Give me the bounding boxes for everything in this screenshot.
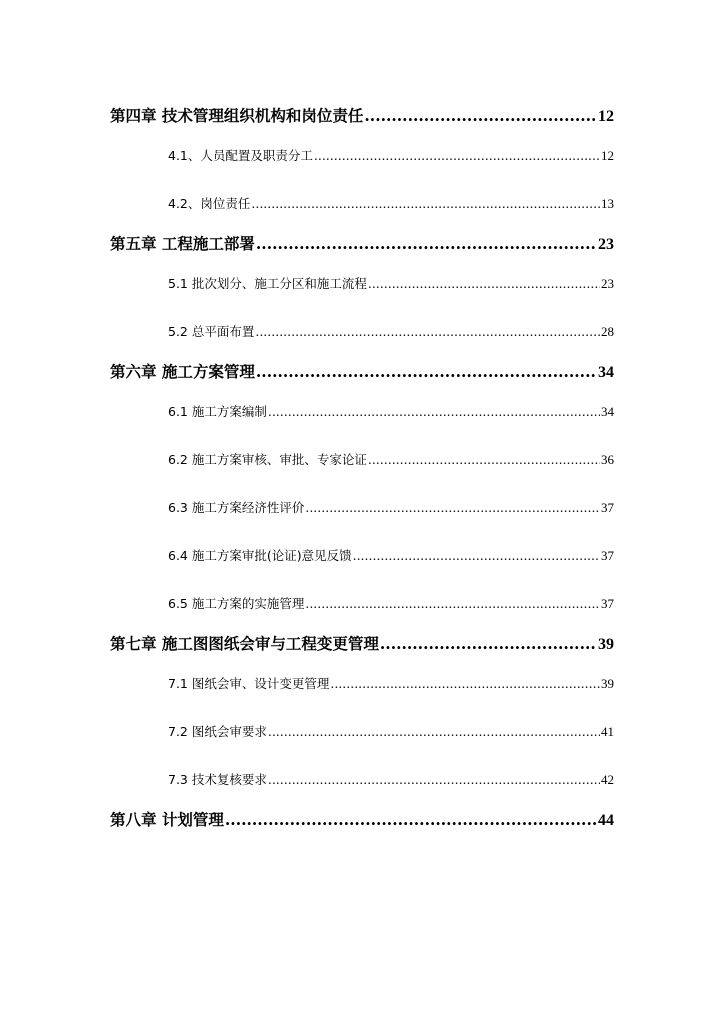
dot-leader [251,180,600,228]
toc-entry-page-number: 37 [601,500,614,515]
toc-entry-title: 6.1 施工方案编制 [168,404,267,419]
toc-section-entry[interactable] [168,660,614,708]
dot-leader [368,260,600,308]
dot-leader [364,100,597,132]
toc-chapter-entry[interactable] [110,228,614,260]
dot-leader [380,628,597,660]
toc-entry-page-number: 12 [598,108,614,125]
toc-entry-page-number: 12 [601,148,614,163]
dot-leader [268,756,600,804]
toc-entry-title: 6.3 施工方案经济性评价 [168,500,305,515]
toc-entry-title: 4.1、人员配置及职责分工 [168,148,313,163]
toc-section-entry[interactable] [168,484,614,532]
toc-chapter-entry[interactable] [110,628,614,660]
dot-leader [330,660,600,708]
toc-entry-title: 5.2 总平面布置 [168,324,255,339]
toc-entry-title: 7.1 图纸会审、设计变更管理 [168,676,330,691]
toc-section-entry[interactable] [168,388,614,436]
dot-leader [305,580,600,628]
toc-entry-page-number: 41 [601,724,614,739]
toc-chapter-entry[interactable] [110,100,614,132]
toc-entry-page-number: 39 [598,636,614,653]
toc-chapter-entry[interactable] [110,356,614,388]
toc-entry-title: 第四章 技术管理组织机构和岗位责任 [110,107,364,125]
toc-entry-page-number: 23 [601,276,614,291]
toc-entry-page-number: 37 [601,596,614,611]
dot-leader [256,356,597,388]
toc-entry-page-number: 34 [598,364,614,381]
toc-entry-title: 6.4 施工方案审批(论证)意见反馈 [168,548,352,563]
dot-leader [314,132,600,180]
toc-entry-title: 7.3 技术复核要求 [168,772,267,787]
toc-entry-page-number: 34 [601,404,614,419]
dot-leader [268,708,600,756]
toc-entry-page-number: 42 [601,772,614,787]
table-of-contents [110,100,614,836]
toc-entry-title: 4.2、岗位责任 [168,196,251,211]
toc-entry-title: 6.2 施工方案审核、审批、专家论证 [168,452,367,467]
toc-entry-title: 第五章 工程施工部署 [110,235,255,253]
toc-section-entry[interactable] [168,532,614,580]
dot-leader [353,532,600,580]
toc-section-entry[interactable] [168,580,614,628]
toc-entry-title: 第七章 施工图图纸会审与工程变更管理 [110,635,379,653]
toc-entry-page-number: 23 [598,236,614,253]
toc-entry-page-number: 36 [601,452,614,467]
toc-entry-title: 第八章 计划管理 [110,811,224,829]
dot-leader [305,484,600,532]
dot-leader [256,228,597,260]
toc-section-entry[interactable] [168,260,614,308]
toc-section-entry[interactable] [168,436,614,484]
toc-entry-page-number: 44 [598,812,614,829]
toc-entry-page-number: 39 [601,676,614,691]
toc-entry-page-number: 37 [601,548,614,563]
toc-section-entry[interactable] [168,308,614,356]
toc-entry-title: 第六章 施工方案管理 [110,363,255,381]
toc-entry-title: 6.5 施工方案的实施管理 [168,596,305,611]
toc-section-entry[interactable] [168,756,614,804]
toc-section-entry[interactable] [168,180,614,228]
toc-chapter-entry[interactable] [110,804,614,836]
toc-entry-title: 5.1 批次划分、施工分区和施工流程 [168,276,367,291]
toc-entry-page-number: 28 [601,324,614,339]
toc-entry-page-number: 13 [601,196,614,211]
dot-leader [255,308,600,356]
dot-leader [225,804,597,836]
dot-leader [268,388,600,436]
dot-leader [368,436,600,484]
toc-entry-title: 7.2 图纸会审要求 [168,724,267,739]
toc-section-entry[interactable] [168,132,614,180]
toc-section-entry[interactable] [168,708,614,756]
